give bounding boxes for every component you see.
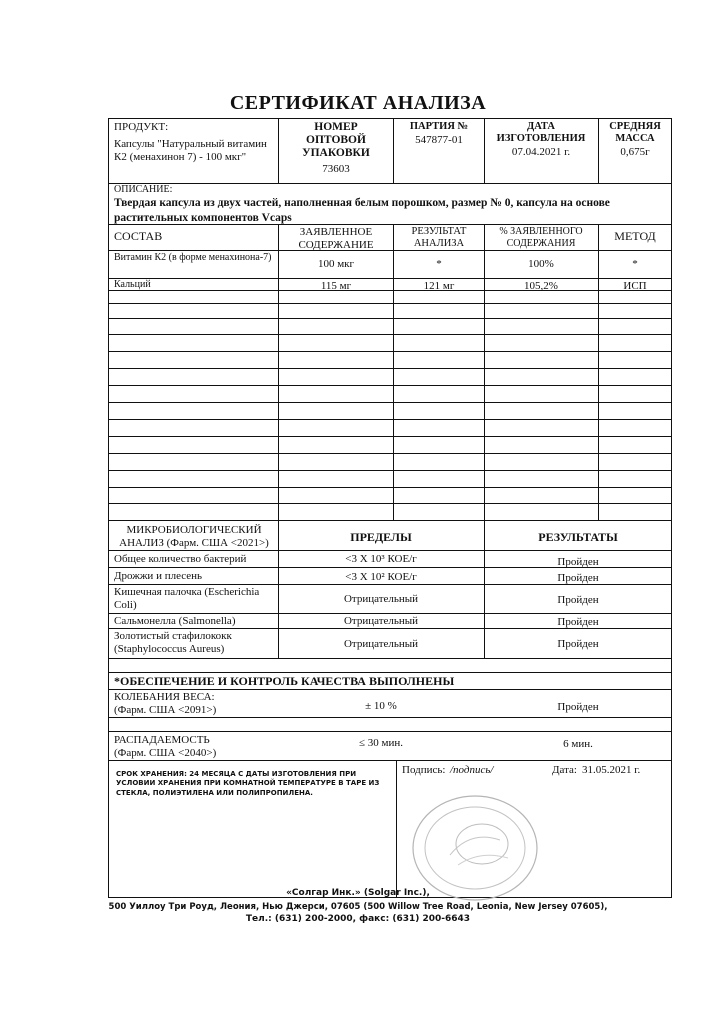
micro-row-limit: <3 X 10³ КОЕ/г (345, 553, 417, 565)
micro-row-limit: Отрицательный (343, 615, 419, 627)
composition-row-declared: 100 мкг (317, 258, 355, 270)
footer-company: «Солгар Инк.» (Solgar Inc.), (286, 888, 430, 898)
micro-row-name: Дрожжи и плесень (114, 570, 203, 582)
description-label: ОПИСАНИЕ: (114, 184, 173, 195)
micro-row-name: Общее количество бактерий (114, 553, 247, 565)
composition-header-percent: % ЗАЯВЛЕННОГО СОДЕРЖАНИЯ (499, 226, 583, 249)
date-label: Дата: (552, 764, 577, 776)
micro-row-result: Пройден (557, 572, 599, 584)
avg-mass-value: 0,675г (620, 146, 650, 158)
lot-value: 547877-01 (415, 134, 463, 146)
composition-row-method: ИСП (623, 280, 647, 292)
qc-row-ref: (Фарм. США <2040>) (114, 747, 217, 759)
mfg-date-label: ДАТА ИЗГОТОВЛЕНИЯ (496, 121, 586, 145)
micro-row-name: Кишечная палочка (Escherichia Coli) (114, 586, 260, 611)
qc-row-result: Пройден (557, 701, 599, 713)
qc-row-name: КОЛЕБАНИЯ ВЕСА: (114, 691, 215, 703)
composition-header-declared: ЗАЯВЛЕННОЕ СОДЕРЖАНИЕ (298, 226, 374, 251)
wholesale-number-value: 73603 (322, 163, 350, 175)
micro-row-limit: Отрицательный (343, 593, 419, 605)
avg-mass-label: СРЕДНЯЯ МАССА (609, 121, 661, 145)
product-name: Капсулы "Натуральный витамин К2 (менахинон 7) - 100 мкг" (114, 138, 267, 163)
signature-value: /подпись/ (450, 764, 494, 776)
micro-row-result: Пройден (557, 556, 599, 568)
composition-header-result: РЕЗУЛЬТАТ АНАЛИЗА (411, 226, 467, 250)
micro-header-results: РЕЗУЛЬТАТЫ (538, 530, 618, 544)
composition-row-name: Витамин К2 (в форме менахинона-7) (114, 252, 272, 263)
qc-row-name: РАСПАДАЕМОСТЬ (114, 734, 210, 746)
composition-row-percent: 105,2% (524, 280, 558, 292)
micro-row-result: Пройден (557, 616, 599, 628)
document-title: СЕРТИФИКАТ АНАЛИЗА (229, 92, 487, 114)
wholesale-number-label: НОМЕР ОПТОВОЙ УПАКОВКИ (302, 121, 370, 160)
date-value: 31.05.2021 г. (582, 764, 641, 776)
qc-row-ref: (Фарм. США <2091>) (114, 704, 217, 716)
micro-row-name: Сальмонелла (Salmonella) (114, 615, 236, 627)
footer-address: 500 Уиллоу Три Роуд, Леония, Нью Джерси, 07605 (500 Willow Tree Road, Leonia, New Jersey 07605), (108, 902, 608, 912)
product-label: ПРОДУКТ: (114, 121, 169, 133)
micro-row-result: Пройден (557, 638, 599, 650)
lot-label: ПАРТИЯ № (409, 121, 469, 132)
micro-header-limits: ПРЕДЕЛЫ (350, 530, 412, 544)
storage-conditions: СРОК ХРАНЕНИЯ: 24 МЕСЯЦА С ДАТЫ ИЗГОТОВЛЕНИЯ ПРИ УСЛОВИИ ХРАНЕНИЯ ПРИ КОМНАТНОЙ ТЕМПЕРАТУРЕ В ТАРЕ ИЗ СТЕКЛА, ПОЛИЭТИЛЕНА ИЛИ ПОЛИПРОПИЛЕНА. (116, 770, 380, 797)
qc-row-limit: ≤ 30 мин. (358, 737, 404, 749)
composition-header-name: СОСТАВ (114, 229, 163, 243)
micro-row-limit: Отрицательный (343, 638, 419, 650)
composition-header-method: МЕТОД (614, 229, 656, 243)
micro-header-name: МИКРОБИОЛОГИЧЕСКИЙ АНАЛИЗ (Фарм. США <2021>) (119, 524, 269, 549)
composition-row-name: Кальций (114, 279, 151, 290)
composition-row-declared: 115 мг (320, 280, 352, 292)
micro-row-result: Пройден (557, 594, 599, 606)
composition-row-result: * (436, 258, 442, 270)
micro-row-limit: <3 X 10² КОЕ/г (345, 571, 417, 583)
composition-row-result: 121 мг (423, 280, 455, 292)
mfg-date-value: 07.04.2021 г. (511, 146, 571, 158)
composition-row-method: * (632, 258, 638, 270)
description-text: Твердая капсула из двух частей, наполненная белым порошком, размер № 0, капсула на основе растительных компонентов Vcaps (114, 197, 610, 224)
footer-phone: Тел.: (631) 200-2000, факс: (631) 200-6643 (245, 914, 471, 924)
micro-row-name: Золотистый стафилококк (Staphylococcus Aureus) (114, 630, 232, 655)
qc-title: *ОБЕСПЕЧЕНИЕ И КОНТРОЛЬ КАЧЕСТВА ВЫПОЛНЕНЫ (114, 674, 455, 688)
qc-row-result: 6 мин. (563, 738, 593, 750)
composition-row-percent: 100% (528, 258, 554, 270)
qc-row-limit: ± 10 % (365, 700, 397, 712)
signature-label: Подпись: (402, 764, 446, 776)
